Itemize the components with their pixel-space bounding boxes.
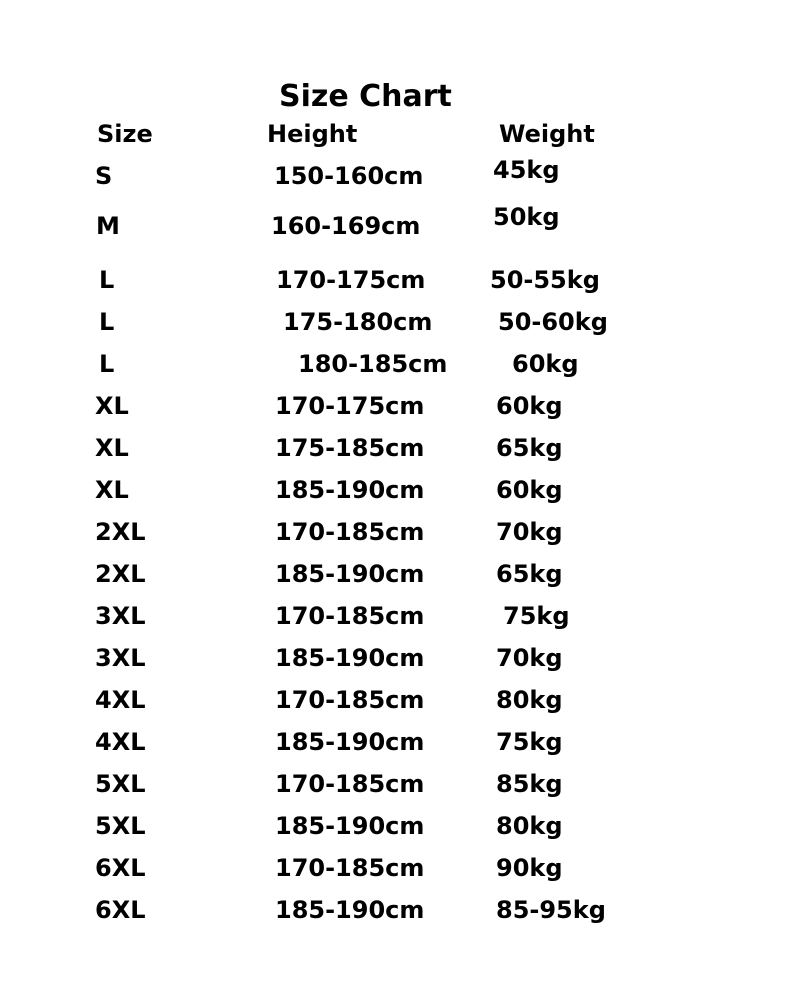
size-cell: 4XL: [95, 728, 146, 756]
height-cell: 180-185cm: [298, 350, 448, 378]
height-column-header: Height: [267, 120, 358, 148]
size-cell: S: [95, 162, 113, 190]
height-cell: 185-190cm: [275, 812, 425, 840]
weight-cell: 50-55kg: [490, 266, 600, 294]
height-cell: 170-185cm: [275, 602, 425, 630]
size-cell: L: [99, 266, 115, 294]
size-cell: 5XL: [95, 770, 146, 798]
height-cell: 185-190cm: [275, 896, 425, 924]
size-cell: M: [96, 212, 120, 240]
size-cell: 2XL: [95, 518, 146, 546]
height-cell: 170-185cm: [275, 686, 425, 714]
weight-cell: 60kg: [496, 476, 563, 504]
height-cell: 175-185cm: [275, 434, 425, 462]
weight-cell: 65kg: [496, 434, 563, 462]
size-cell: 3XL: [95, 644, 146, 672]
size-cell: XL: [95, 476, 129, 504]
height-cell: 185-190cm: [275, 476, 425, 504]
size-cell: XL: [95, 392, 129, 420]
weight-cell: 65kg: [496, 560, 563, 588]
height-cell: 170-175cm: [276, 266, 426, 294]
height-cell: 170-175cm: [275, 392, 425, 420]
height-cell: 185-190cm: [275, 560, 425, 588]
size-cell: L: [99, 308, 115, 336]
height-cell: 170-185cm: [275, 518, 425, 546]
size-cell: 2XL: [95, 560, 146, 588]
size-cell: 5XL: [95, 812, 146, 840]
weight-cell: 70kg: [496, 644, 563, 672]
weight-column-header: Weight: [499, 120, 595, 148]
size-cell: L: [99, 350, 115, 378]
height-cell: 170-185cm: [275, 770, 425, 798]
weight-cell: 80kg: [496, 812, 563, 840]
weight-cell: 45kg: [493, 156, 560, 184]
height-cell: 185-190cm: [275, 728, 425, 756]
size-cell: 3XL: [95, 602, 146, 630]
weight-cell: 85-95kg: [496, 896, 606, 924]
size-cell: 6XL: [95, 854, 146, 882]
weight-cell: 60kg: [496, 392, 563, 420]
height-cell: 185-190cm: [275, 644, 425, 672]
weight-cell: 50-60kg: [498, 308, 608, 336]
size-column-header: Size: [97, 120, 153, 148]
weight-cell: 90kg: [496, 854, 563, 882]
size-cell: 6XL: [95, 896, 146, 924]
weight-cell: 70kg: [496, 518, 563, 546]
weight-cell: 75kg: [503, 602, 570, 630]
weight-cell: 60kg: [512, 350, 579, 378]
page-title: Size Chart: [279, 79, 452, 114]
weight-cell: 50kg: [493, 203, 560, 231]
height-cell: 160-169cm: [271, 212, 421, 240]
weight-cell: 80kg: [496, 686, 563, 714]
height-cell: 170-185cm: [275, 854, 425, 882]
height-cell: 150-160cm: [274, 162, 424, 190]
height-cell: 175-180cm: [283, 308, 433, 336]
weight-cell: 75kg: [496, 728, 563, 756]
weight-cell: 85kg: [496, 770, 563, 798]
size-cell: 4XL: [95, 686, 146, 714]
size-cell: XL: [95, 434, 129, 462]
